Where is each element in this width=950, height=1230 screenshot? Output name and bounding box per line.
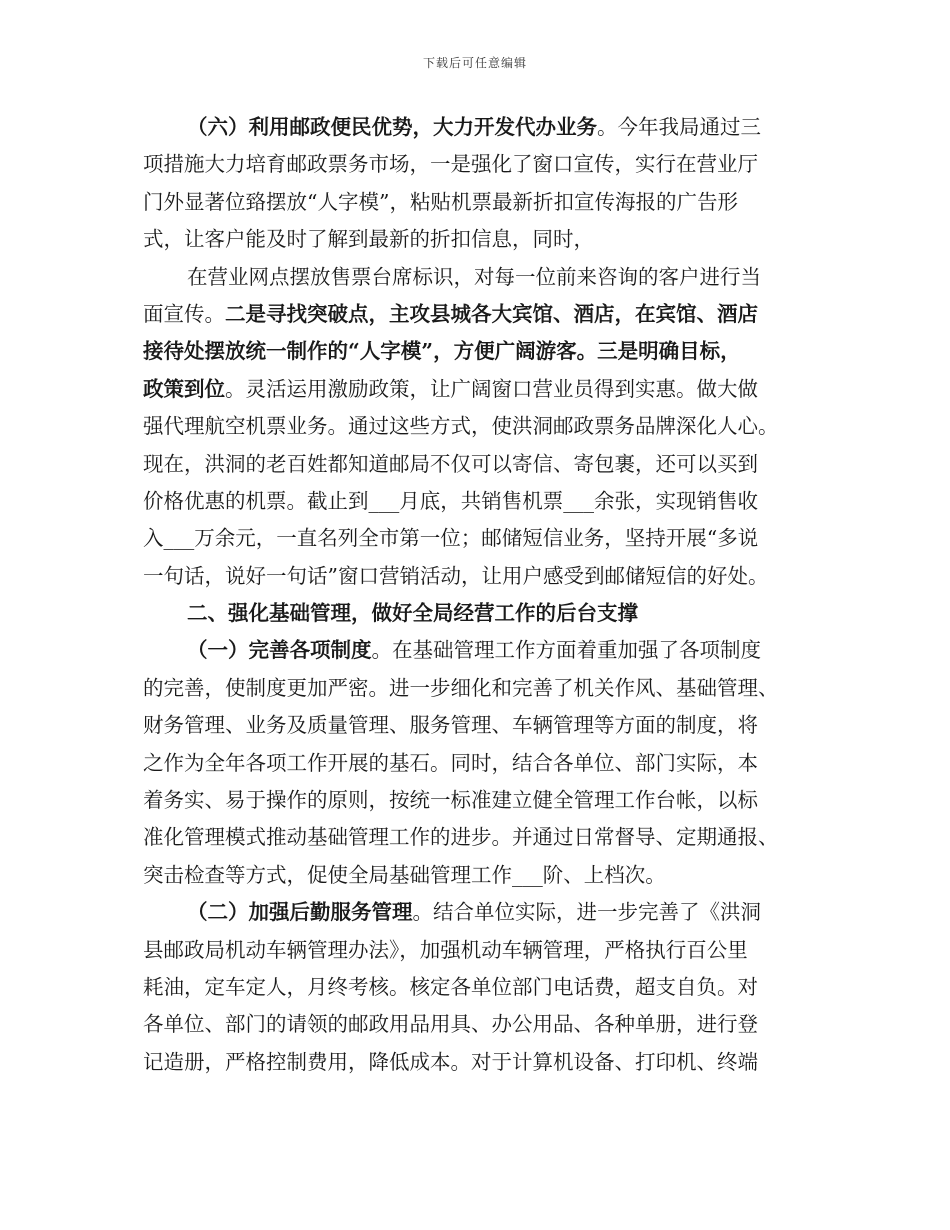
text-line bbox=[143, 371, 813, 408]
text-line bbox=[143, 483, 813, 520]
text-line bbox=[143, 333, 813, 370]
text-segment: 入___万余元，一直名列全市第一位；邮储短信业务，坚持开展“多说 bbox=[143, 526, 759, 551]
bold-text-segment: （一）完善各项制度 bbox=[187, 638, 372, 663]
text-segment: 。在基础管理工作方面着重加强了各项制度 bbox=[371, 638, 761, 663]
text-segment: 。结合单位实际，进一步完善了《洪洞 bbox=[412, 900, 761, 925]
text-segment: 现在，洪洞的老百姓都知道邮局不仅可以寄信、寄包裹，还可以买到 bbox=[143, 451, 758, 476]
text-line bbox=[143, 184, 813, 221]
bold-text-segment: 二、强化基础管理，做好全局经营工作的后台支撑 bbox=[187, 601, 638, 626]
text-segment: 准化管理模式推动基础管理工作的进步。并通过日常督导、定期通报、 bbox=[143, 825, 779, 850]
text-line bbox=[143, 1006, 813, 1043]
text-line bbox=[143, 1044, 813, 1081]
text-segment: 突击检查等方式，促使全局基础管理工作___阶、上档次。 bbox=[143, 862, 666, 887]
bold-text-segment: 二是寻找突破点，主攻县城各大宾馆、酒店，在宾馆、酒店 bbox=[225, 301, 758, 326]
text-line bbox=[143, 670, 813, 707]
text-segment: 项措施大力培育邮政票务市场，一是强化了窗口宣传，实行在营业厅 bbox=[143, 152, 758, 177]
text-segment: 记造册，严格控制费用，降低成本。对于计算机设备、打印机、终端 bbox=[143, 1049, 758, 1074]
text-line bbox=[143, 932, 813, 969]
text-line bbox=[143, 707, 813, 744]
text-segment: 县邮政局机动车辆管理办法》，加强机动车辆管理，严格执行百公里 bbox=[143, 937, 748, 962]
text-segment: 面宣传。 bbox=[143, 301, 225, 326]
bold-text-segment: （二）加强后勤服务管理 bbox=[187, 900, 413, 925]
bold-text-segment: 政策到位 bbox=[143, 376, 225, 401]
text-line bbox=[143, 632, 813, 669]
text-segment: 。今年我局通过三 bbox=[597, 115, 761, 139]
text-line bbox=[143, 819, 813, 856]
text-line bbox=[143, 446, 813, 483]
text-line bbox=[143, 520, 813, 557]
text-line bbox=[143, 857, 813, 894]
text-segment: 价格优惠的机票。截止到___月底，共销售机票___余张，实现销售收 bbox=[143, 488, 758, 513]
text-line bbox=[143, 109, 813, 146]
text-line bbox=[143, 259, 813, 296]
text-segment: 的完善，使制度更加严密。进一步细化和完善了机关作风、基础管理、 bbox=[143, 675, 779, 700]
text-segment: 强代理航空机票业务。通过这些方式，使洪洞邮政票务品牌深化人心。 bbox=[143, 414, 779, 439]
text-segment: 各单位、部门的请领的邮政用品用具、办公用品、各种单册，进行登 bbox=[143, 1012, 758, 1037]
text-segment: 一句话，说好一句话”窗口营销活动，让用户感受到邮储短信的好处。 bbox=[143, 563, 769, 588]
text-line bbox=[143, 894, 813, 931]
text-segment: 之作为全年各项工作开展的基石。同时，结合各单位、部门实际，本 bbox=[143, 750, 758, 775]
document-body bbox=[143, 109, 813, 1081]
page-header: 下载后可任意编辑 bbox=[422, 56, 527, 70]
text-segment: 在营业网点摆放售票台席标识，对每一位前来咨询的客户进行当 bbox=[187, 264, 761, 289]
text-segment: 耗油，定车定人，月终考核。核定各单位部门电话费，超支自负。对 bbox=[143, 974, 758, 999]
text-line bbox=[143, 221, 813, 258]
text-segment: 着务实、易于操作的原则，按统一标准建立健全管理工作台帐，以标 bbox=[143, 788, 758, 813]
text-line bbox=[143, 969, 813, 1006]
text-segment: 财务管理、业务及质量管理、服务管理、车辆管理等方面的制度，将 bbox=[143, 713, 758, 738]
text-line bbox=[143, 745, 813, 782]
bold-text-segment: 接待处摆放统一制作的“人字模”，方便广阔游客。三是明确目标， bbox=[143, 339, 741, 364]
text-line bbox=[143, 558, 813, 595]
text-segment: 。灵活运用激励政策，让广阔窗口营业员得到实惠。做大做 bbox=[225, 376, 758, 401]
text-segment: 门外显著位臵摆放“人字模”，粘贴机票最新折扣宣传海报的广告形 bbox=[143, 189, 738, 214]
text-line bbox=[143, 408, 813, 445]
text-line bbox=[143, 146, 813, 183]
text-line bbox=[143, 782, 813, 819]
text-line bbox=[143, 595, 813, 632]
bold-text-segment: （六）利用邮政便民优势，大力开发代办业务 bbox=[187, 115, 597, 139]
text-line bbox=[143, 296, 813, 333]
text-segment: 式，让客户能及时了解到最新的折扣信息，同时， bbox=[143, 227, 594, 252]
